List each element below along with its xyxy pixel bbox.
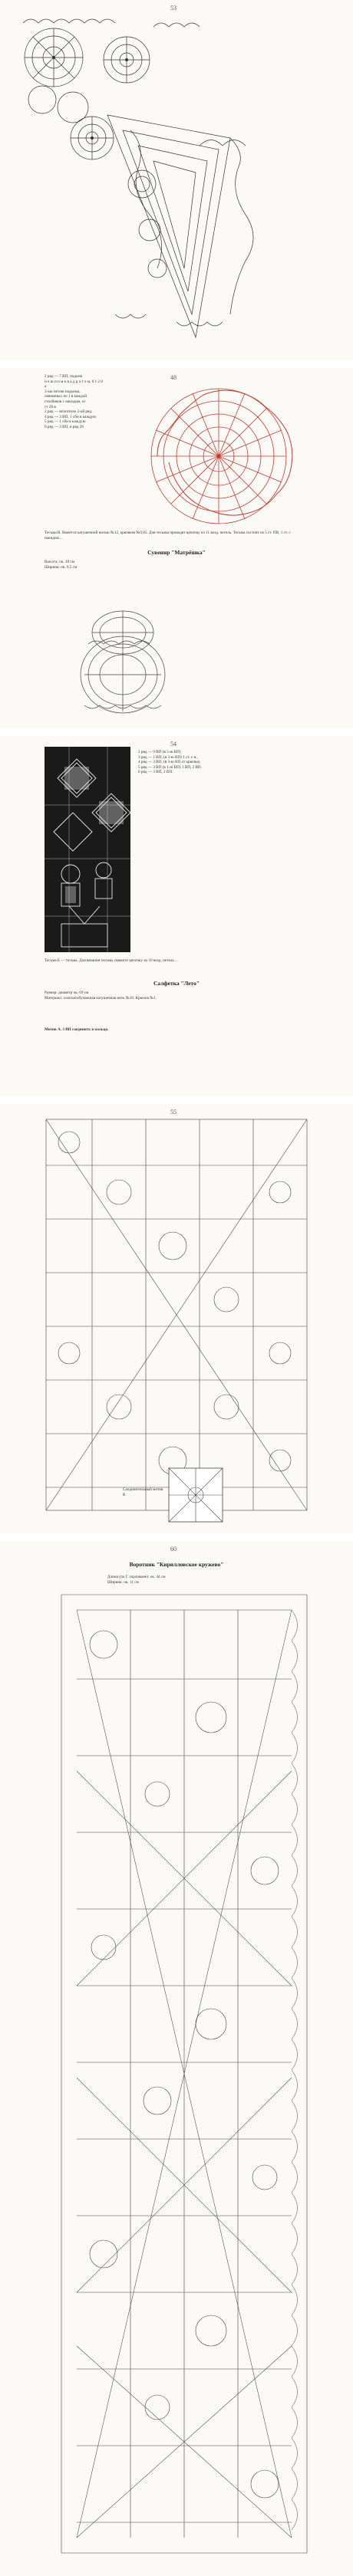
lace-photo (0, 736, 353, 1096)
instruction-line: 6 ряд — 3 ВП, 2 ВП. (138, 770, 173, 775)
instruction-line: 5 ряд — 1 сбн в каждую (45, 419, 86, 425)
footer-line: Мотив А. 3 ВП соединить в кольцо. (45, 1027, 109, 1032)
meta-line: Длина (по Г. горловине): ок. 44 см (107, 1575, 166, 1579)
page-number: 55 (170, 1109, 176, 1116)
collar-diagram (0, 1541, 353, 2576)
matryoshka-diagram (0, 368, 353, 728)
page-54 (0, 736, 353, 1096)
instruction-line: 2 ряд — вплотную 2-ой ряд. (45, 409, 93, 415)
page-53 (0, 0, 353, 360)
right-instructions (138, 750, 299, 775)
section-title: Салфетка "Лето" (153, 980, 200, 987)
instruction-line: 6 ряд — 3 ВП, в ряд 28 (45, 424, 84, 429)
instruction-line: 2 ряд — 7 ВП, подъем (45, 374, 83, 379)
section-title: Сувенир "Матрёшка" (147, 549, 206, 556)
meta-block (45, 991, 305, 1001)
meta-line: Ширина: ок. 11 см (107, 1579, 139, 1585)
instruction-line: 2 ряд — 9 ВП (в 5-ю ВП) (138, 750, 181, 754)
page-number: 53 (170, 5, 176, 12)
lace-pattern-diagram (0, 0, 353, 360)
page-48 (0, 368, 353, 728)
motif-label: Соединительный мотив В (123, 1487, 163, 1497)
page-number: 54 (170, 741, 176, 748)
meta-line: Материал: хлопчатобумажная катушечная нить №10. Крючок №1. (45, 995, 157, 1001)
instruction-line: 4 ряд — 3 ВП, 1 сбн в каждую (45, 414, 97, 419)
instruction-line: 4 ряд — 3 ВП, (в 3-ю ВП от крючка) (138, 760, 200, 765)
instruction-line: столбиков с накидом, от (45, 399, 86, 404)
main-instructions: Тесьма В. Вяжется катушечной нитью №12, крючком №0,85. Для тесьмы проводят цепочку из 11 возд. петель. Тесьма состоит из 5 ст. ПВ, 1 ст. с накидом… (45, 531, 291, 540)
meta-line: Ширина: ок. 9,5 см (45, 564, 78, 570)
instruction-line: 3-ью петлю подъема, (45, 389, 81, 394)
page-number: 48 (170, 374, 176, 381)
meta-line: Высота: ок. 18 см (45, 560, 74, 564)
page-number: 60 (170, 1546, 176, 1552)
lace-grid-diagram (0, 1104, 353, 1533)
page-55 (0, 1104, 353, 1533)
meta-line: Размер: диаметр ок. 69 см (45, 991, 89, 995)
instruction-line: связанных по 1 в каждой (45, 394, 87, 399)
page-60 (0, 1541, 353, 2576)
section-title: Воротник "Кирилловское кружево" (129, 1561, 224, 1568)
instruction-line: н е ш н и м к в а д р а т о м, 6 1 2 8 а (45, 379, 103, 389)
instruction-line: 3 ряд — 1 ВП, (в 3-ю ВП) 1 ст. с н., (138, 754, 198, 760)
caption: Тесьма Б — тесьма. Для вязания тесьмы свяжите цепочку из 10 возд. петель… (45, 958, 178, 963)
instruction-line: ст 28 в (45, 404, 56, 409)
instruction-line: 5 ряд — 3 ВП (в 1-ю ВП) 1 ВП, 2 ВП. (138, 764, 202, 770)
